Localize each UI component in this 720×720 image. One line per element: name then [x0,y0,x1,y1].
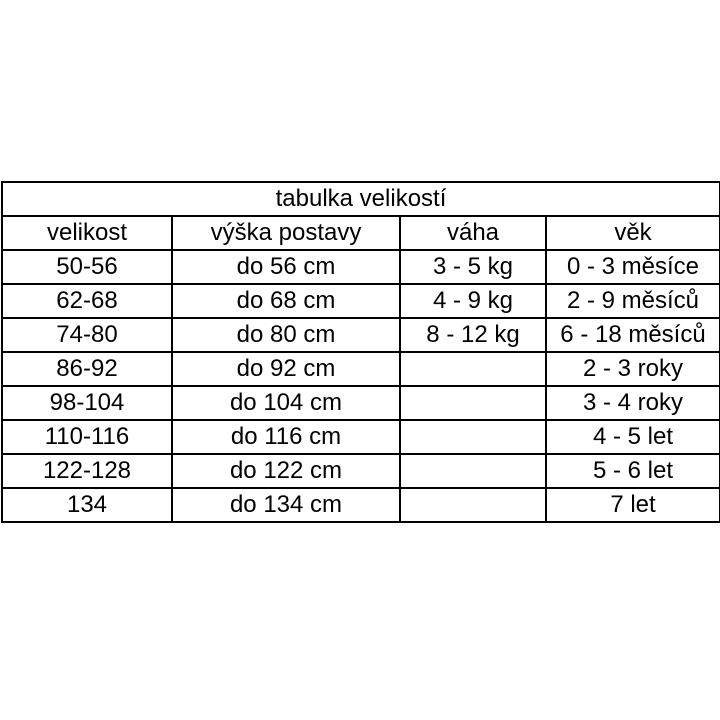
table-row [2,284,720,318]
table-title: tabulka velikostí [2,182,720,216]
cell-age: 2 - 9 měsíců [546,284,720,318]
table-row [2,420,720,454]
cell-weight: 3 - 5 kg [400,250,546,284]
table-row [2,386,720,420]
header-age: věk [546,216,720,250]
cell-height: do 122 cm [172,454,400,488]
cell-age: 4 - 5 let [546,420,720,454]
title-row [2,182,720,216]
cell-size: 74-80 [2,318,172,352]
cell-height: do 116 cm [172,420,400,454]
table-row [2,318,720,352]
cell-height: do 104 cm [172,386,400,420]
cell-age: 0 - 3 měsíce [546,250,720,284]
header-weight: váha [400,216,546,250]
cell-weight [400,386,546,420]
cell-size: 134 [2,488,172,522]
cell-weight [400,420,546,454]
cell-size: 86-92 [2,352,172,386]
cell-age: 7 let [546,488,720,522]
table-row [2,352,720,386]
cell-size: 50-56 [2,250,172,284]
cell-weight [400,454,546,488]
cell-size: 110-116 [2,420,172,454]
header-row [2,216,720,250]
cell-weight: 8 - 12 kg [400,318,546,352]
header-height: výška postavy [172,216,400,250]
cell-age: 3 - 4 roky [546,386,720,420]
cell-size: 62-68 [2,284,172,318]
cell-age: 5 - 6 let [546,454,720,488]
header-size: velikost [2,216,172,250]
cell-height: do 68 cm [172,284,400,318]
cell-height: do 134 cm [172,488,400,522]
cell-age: 6 - 18 měsíců [546,318,720,352]
cell-age: 2 - 3 roky [546,352,720,386]
cell-weight [400,488,546,522]
cell-weight: 4 - 9 kg [400,284,546,318]
table-row [2,454,720,488]
size-table [1,181,720,523]
cell-size: 98-104 [2,386,172,420]
cell-height: do 92 cm [172,352,400,386]
cell-weight [400,352,546,386]
cell-height: do 80 cm [172,318,400,352]
cell-height: do 56 cm [172,250,400,284]
table-row [2,250,720,284]
table-row [2,488,720,522]
cell-size: 122-128 [2,454,172,488]
